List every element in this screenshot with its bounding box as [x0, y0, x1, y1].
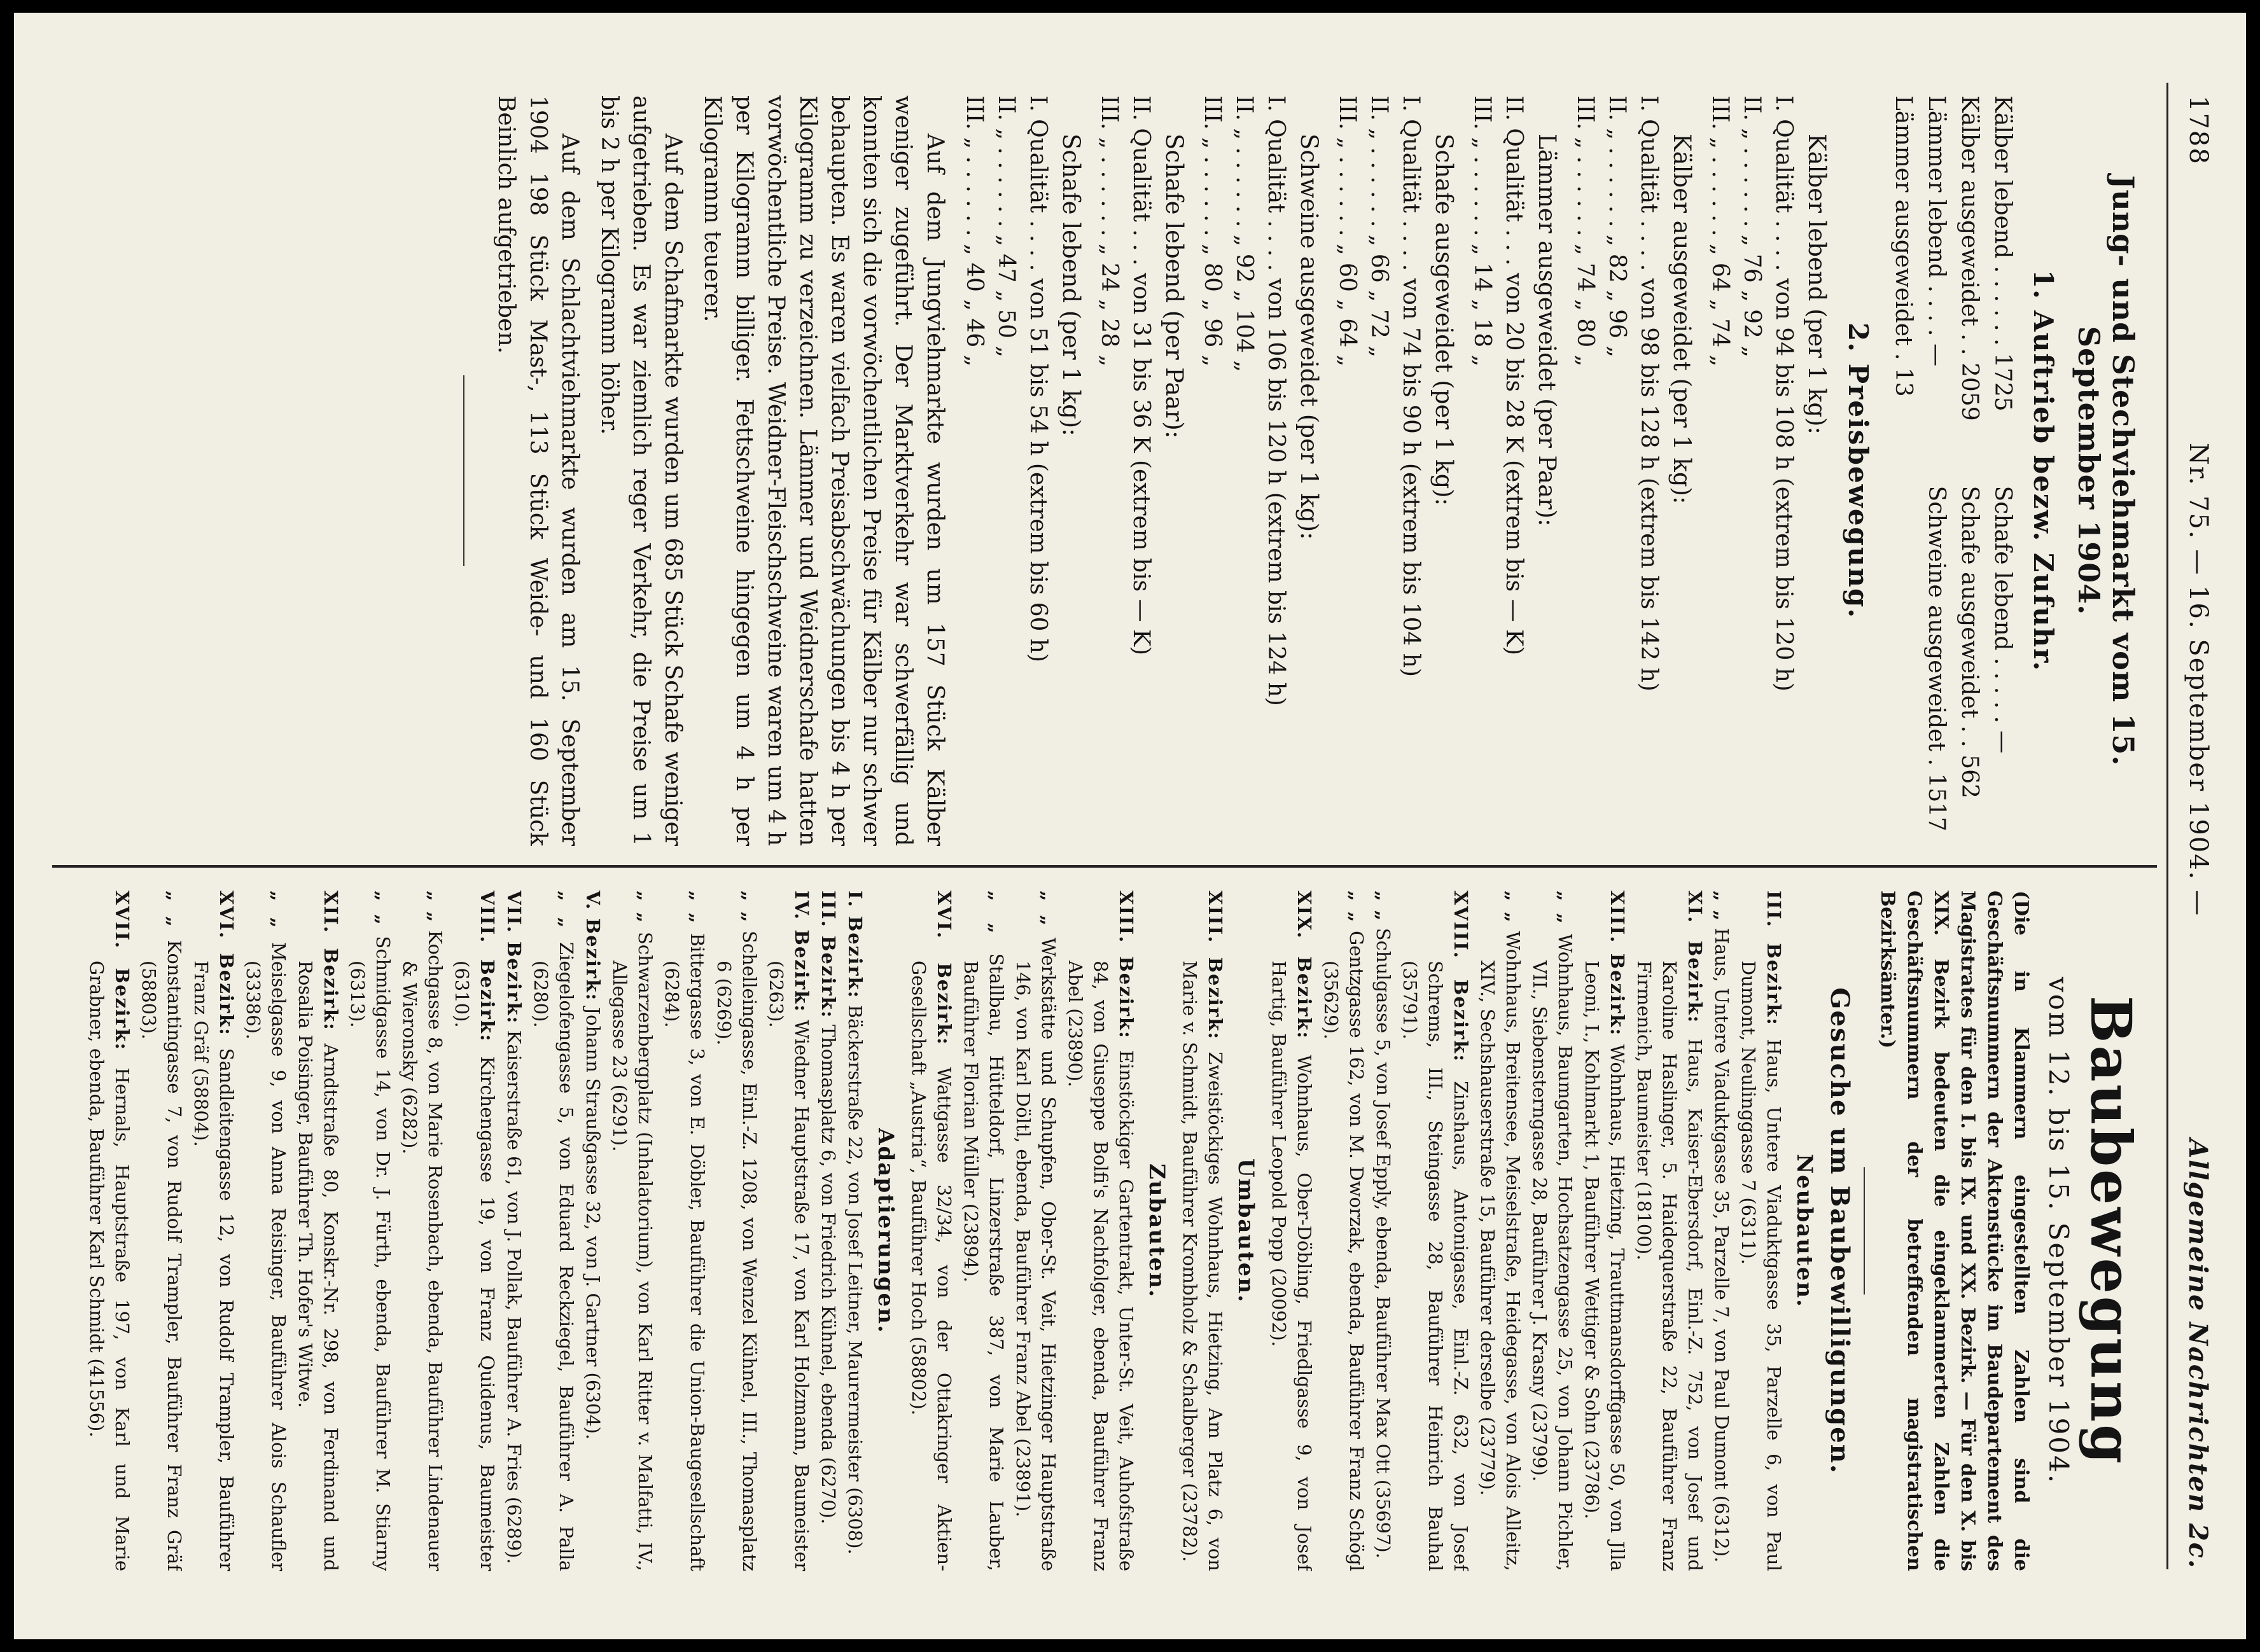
district-label: XI. Bezirk: [1684, 891, 1706, 1024]
permit-entry [1475, 891, 1526, 1571]
permit-text: Einstöckiger Gartentrakt, Unter-St. Veit, Auhofstraße 84, von Giuseppe Bolfi's Nachfolger, ebenda, Bauführer Franz Abel (23890). [1064, 961, 1137, 1571]
permit-entry [1318, 891, 1369, 1571]
baubewegung-title: Baubewegung [2078, 996, 2144, 1466]
rotated-page [14, 13, 2246, 1639]
auftrieb-cell: Schafe ausgeweidet . . 562 [1957, 485, 1983, 799]
district-label: XVII. Bezirk: [111, 891, 133, 1051]
permit-text: Wattgasse 32/34, von der Ottakringer Aktien-Gesellschaft „Austria“, Bauführer Hoch (58802). [908, 961, 955, 1571]
permit-entry [764, 891, 814, 1571]
price-line: I. Qualität . . . . von 94 bis 108 h (extrem bis 120 h) [1771, 95, 1797, 691]
issue-line: Nr. 75. — 16. September 1904. — [2184, 442, 2213, 917]
district-label: „ „ [268, 891, 289, 929]
permit-entry [1709, 891, 1734, 1571]
district-label: „ „ [1554, 891, 1576, 926]
district-label: VIII. Bezirk: [477, 891, 498, 1043]
permit-entry [188, 891, 239, 1571]
price-line: II. „ . . . . . . „ 82 „ 96 „ [1604, 95, 1630, 358]
price-line: III. „ . . . . . . „ 60 „ 64 „ [1334, 95, 1360, 367]
permit-entry [659, 891, 710, 1571]
price-group-label: Schafe ausgeweidet (per 1 kg): [1430, 134, 1458, 506]
permit-text: Stallbau, Hütteldorf, Linzerstraße 387, von Marie Lauber, Bauführer Florian Müller (23894). [960, 953, 1007, 1571]
permit-text: Sandleitengasse 12, von Rudolf Trampler, Bauführer Franz Gräf (58804). [190, 961, 237, 1571]
page-number: 1788 [2184, 95, 2213, 165]
district-label: „ „ [687, 891, 708, 925]
permit-entry [607, 891, 658, 1571]
permit-entry [501, 891, 527, 1571]
district-label: I. Bezirk: [844, 891, 866, 999]
permit-text: Haus, Kaiser-Ebersdorf, Einl.-Z. 752, von Josef und Karoline Haslinger, 5. Haidequerstraße 22, Bauführer Franz Firmenich, Baumeister (18100). [1633, 961, 1706, 1571]
scanned-page [14, 13, 2246, 1639]
permit-entry [1397, 891, 1474, 1571]
district-label: „ „ [986, 891, 1007, 935]
permit-text: Wiedner Hauptstraße 17, von Karl Holzmann, Baumeister (6263). [765, 961, 813, 1571]
district-label: XII. Bezirk: [320, 891, 342, 1031]
price-group-label: Schafe lebend (per 1 kg): [1057, 134, 1085, 436]
district-label: XVI. Bezirk: [933, 891, 955, 1046]
permit-text: Kaiserstraße 61, von J. Pollak, Bauführer A. Fries (6289). [503, 1030, 525, 1564]
permit-text: Kochgasse 8, von Marie Rosenbach, ebenda, Bauführer Lindenauer & Wieronsky (6282). [399, 930, 446, 1571]
market-paragraph: Auf dem Schlachtviehmarkte wurden am 15. September 1904 198 Stück Mast-, 113 Stück Weide- und 160 Stück Beinlich aufgetrieben. [493, 95, 583, 846]
permit-entry [1010, 891, 1061, 1571]
district-label: „ „ [424, 891, 446, 924]
market-commentary [490, 95, 951, 846]
permit-entry [397, 891, 448, 1571]
district-label: V. Bezirk: [582, 891, 604, 1002]
permit-group-heading: Neubauten. [1792, 1154, 1817, 1308]
price-line: I. Qualität . . . . von 74 bis 90 h (extrem bis 104 h) [1398, 95, 1424, 677]
auftrieb-cell: Schafe lebend . . . . . — [1990, 485, 2016, 754]
price-line: III. „ . . . . . . „ 14 „ 18 „ [1469, 95, 1495, 367]
market-paragraph: Auf dem Jungviehmarkte wurden um 157 Stück Kälber weniger zugeführt. Der Marktverkehr war schwerfällig und konnten sich die vorwöchentlichen Preise für Kälber nur schwer behaupten. Es waren vielfach Preisabschwächungen bis 4 h per Kilogramm zu verzeichnen. Lämmer und Weidnerschafe hatten vorwöchentliche Preise. Weidner-Fleischschweine waren um 4 h per Kilogramm billiger. Fettschweine hingegen um 4 h per Kilogramm teuerer. [699, 95, 948, 846]
district-label: III. Bezirk: [1763, 891, 1785, 1026]
column-rule [52, 865, 2157, 868]
district-label: XIII. Bezirk: [1607, 891, 1628, 1037]
header-rule [2166, 83, 2168, 1569]
permit-entry [711, 891, 762, 1571]
price-line: III. „ . . . . . . „ 64 „ 74 „ [1707, 95, 1733, 367]
permit-text: Gentzgasse 162, von M. Dworzak, ebenda, Bauführer Franz Schögl (35629). [1320, 931, 1367, 1571]
date-range: vom 12. bis 15. September 1904. [2043, 976, 2074, 1485]
district-label: „ „ [634, 891, 656, 924]
price-line: II. „ . . . . . . „ 66 „ 72 „ [1366, 95, 1392, 358]
district-label: XIII. Bezirk: [1115, 891, 1137, 1039]
permit-group-heading: Zubauten. [1144, 1163, 1169, 1298]
permit-text: Wohnhaus, Breitensee, Meiselstraße, Heidegasse, von Alois Alleitz, XIV., Sechshauserstraße 15, Bauführer derselbe (23779). [1477, 931, 1524, 1571]
price-line: I. Qualität . . . . von 51 bis 54 h (extrem bis 60 h) [1025, 95, 1051, 663]
permit-text: Johann Straußgasse 32, von J. Gartner (6304). [582, 1007, 604, 1440]
permit-entry [293, 891, 344, 1571]
permit-entry [84, 891, 135, 1571]
permit-text: Schulgasse 5, von Josef Epply, ebenda, Bauführer Max Ott (35697). [1372, 927, 1394, 1558]
auftrieb-cell [1887, 486, 1920, 846]
permit-entry [1266, 891, 1317, 1571]
market-paragraph: Auf dem Schafmarkte wurden um 685 Stück Schafe weniger aufgetrieben. Es war ziemlich reger Verkehr, die Preise um 1 bis 2 h per Kilogramm höher. [596, 95, 686, 846]
price-line: III. „ . . . . . . „ 80 „ 96 „ [1199, 95, 1225, 367]
district-label: XIII. Bezirk: [1204, 891, 1226, 1041]
district-label: VII. Bezirk: [503, 891, 525, 1025]
auftrieb-cell: Lämmer lebend . . . . — [1923, 95, 1950, 366]
permit-text: Bittergasse 3, von E. Döbler, Bauführer die Union-Baugesellschaft (6284). [661, 933, 708, 1571]
permit-text: Schmidgasse 14, von Dr. J. Fürth, ebenda, Bauführer M. Stiarny (6313). [347, 936, 394, 1571]
price-group-label: Kälber lebend (per 1 kg): [1803, 134, 1831, 434]
auftrieb-title: 1. Auftrieb bezw. Zufuhr. [2028, 269, 2059, 672]
section-heading: Gesuche um Baubewilligungen. [1825, 987, 1855, 1475]
permit-entry [958, 891, 1009, 1571]
explanatory-note: (Die in Klammern eingestellten Zahlen sind die Geschäftsnummern der Aktenstücke im Baudepartement des Magistrates für den I. bis IX. und XX. Bezirk. — Für den X. bis XIX. Bezirk bedeuten die eingeklammerten Zahlen die Geschäftsnummern der betreffenden magistratischen Bezirksämter.) [1876, 891, 2032, 1571]
price-line: III. „ . . . . . . „ 74 „ 80 „ [1572, 95, 1598, 367]
permit-entry [1631, 891, 1708, 1571]
auftrieb-table [1887, 95, 2019, 846]
permit-group-heading: Adaptierungen. [873, 1128, 898, 1334]
permit-entry [241, 891, 291, 1571]
district-label: „ „ [372, 891, 394, 926]
price-line: II. „ . . . . . . „ 92 „ 104 „ [1231, 95, 1257, 372]
price-group-label: Kälber ausgeweidet (per 1 kg): [1668, 134, 1696, 504]
auftrieb-row [1953, 95, 1986, 846]
auftrieb-cell: Kälber ausgeweidet . . 2059 [1957, 95, 1983, 421]
permit-text: Bäckerstraße 22, von Josef Leitner, Maurermeister (6308). [844, 1004, 866, 1555]
price-line: I. Qualität . . . . von 106 bis 120 h (extrem bis 124 h) [1263, 95, 1289, 706]
page-header [2176, 95, 2221, 1569]
district-label: „ „ [555, 891, 577, 929]
price-line: I. Qualität . . . . von 98 bis 128 h (extrem bis 142 h) [1636, 95, 1662, 691]
district-label: „ „ [164, 891, 185, 928]
permit-text: Werkstätte und Schupfen, Ober-St. Veit, Hietzinger Hauptstraße 146, von Karl Döltl, ebenda, Bauführer Franz Abel (23891). [1012, 937, 1059, 1571]
price-line: II. Qualität . . . von 20 bis 28 K (extrem bis — K) [1501, 95, 1527, 656]
permit-text: Zweistöckiges Wohnhaus, Hietzing, Am Platz 6, von Marie v. Schmidt, Bauführer Krombholz & Schalberger (23782). [1179, 961, 1226, 1571]
permit-entry [580, 891, 606, 1571]
district-label: „ „ [1502, 891, 1524, 924]
auftrieb-row [1920, 95, 1953, 846]
price-line: III. „ . . . . . . „ 40 „ 46 „ [961, 95, 987, 367]
price-line: II. Qualität . . . von 31 bis 36 K (extrem bis — K) [1128, 95, 1154, 656]
price-line: II. „ . . . . . . „ 47 „ 50 „ [993, 95, 1019, 358]
permit-entry [1063, 891, 1139, 1571]
preis-title: 2. Preisbewegung. [1843, 323, 1874, 619]
building-permits-column [65, 891, 2151, 1571]
price-list [958, 95, 1834, 846]
permit-text: Zinshaus, Antonigasse, Einl.-Z. 632, von Josef Schrems, III., Steingasse 28, Bauführer Heinrich Bauhal (35791). [1399, 961, 1472, 1571]
district-label: „ „ [1711, 891, 1733, 922]
permit-entry [1371, 891, 1396, 1571]
permit-text: Thomasplatz 6, von Friedrich Kühnel, ebenda (6270). [818, 1024, 839, 1525]
district-label: XVI. Bezirk: [216, 891, 237, 1036]
permit-text: Haus, Untere Viaduktgasse 35, Parzelle 7, von Paul Dumont (6312). [1711, 927, 1733, 1563]
permit-entry [1736, 891, 1787, 1571]
publication-title: Allgemeine Nachrichten 2c. [2183, 1139, 2214, 1569]
permit-text: Ziegelofengasse 5, von Eduard Reckziegel, Bauführer A. Palla (6280). [530, 941, 577, 1571]
district-label: „ „ [1346, 891, 1367, 924]
permit-text: Konstantingasse 7, von Rudolf Trampler, Bauführer Franz Gräf (58803). [138, 940, 185, 1571]
permit-entry [1579, 891, 1630, 1571]
short-divider [1864, 1167, 1865, 1295]
district-label: „ „ [739, 891, 760, 924]
price-group-label: Lämmer ausgeweidet (per Paar): [1533, 134, 1561, 527]
permit-entry [449, 891, 500, 1571]
permit-entry [136, 891, 187, 1571]
permit-text: Haus, Untere Viaduktgasse 35, Parzelle 6, von Paul Dumont, Neulinggasse 7 (6311). [1738, 961, 1785, 1571]
auftrieb-cell: Kälber lebend . . . . . . 1725 [1990, 95, 2016, 412]
permit-entry [1177, 891, 1228, 1571]
price-group-label: Schafe lebend (per Paar): [1161, 134, 1188, 439]
permit-text: Meiselgasse 9, von Anna Reisinger, Bauführer Alois Schaufler (33386). [242, 942, 289, 1571]
permit-text: Schwarzenbergplatz (Inhalatorium), von Karl Ritter v. Malfatti, IV., Allegasse 23 (6291). [609, 931, 656, 1571]
permit-text: Schelleingasse, Einl.-Z. 1208, von Wenzel Kühnel, III., Thomasplatz 6 (6269). [713, 931, 760, 1571]
section-divider [463, 375, 464, 566]
auftrieb-cell: Schweine ausgeweidet . 1517 [1923, 485, 1950, 832]
auftrieb-row [1887, 95, 1920, 846]
district-label: „ „ [1038, 891, 1059, 927]
permit-entry [816, 891, 841, 1571]
permit-entry [842, 891, 868, 1571]
permit-entry [345, 891, 396, 1571]
permit-entry [528, 891, 579, 1571]
district-label: XVIII. Bezirk: [1450, 891, 1472, 1063]
permit-text: Arndtstraße 80, Konskr.-Nr. 298, von Ferdinand und Rosalia Poisinger, Bauführer Th. Hofer's Witwe. [295, 961, 342, 1571]
auftrieb-cell: Lämmer ausgeweidet . 13 [1890, 95, 1916, 397]
price-group-label: Schweine ausgeweidet (per 1 kg): [1295, 134, 1323, 540]
permit-text: Kirchengasse 19, von Franz Quidenus, Baumeister (6310). [451, 961, 498, 1571]
district-label: „ „ [1372, 891, 1394, 922]
permit-entry [1527, 891, 1578, 1571]
permit-text: Wohnhaus, Baumgarten, Hochsatzengasse 25, von Johann Pichler, VII., Siebensterngasse 28, Bauführer J. Krasny (23799). [1529, 933, 1576, 1571]
permit-text: Hernals, Hauptstraße 197, von Karl und Marie Grabner, ebenda, Bauführer Karl Schmidt (41556). [86, 961, 133, 1571]
auftrieb-row [1986, 95, 2019, 846]
permit-text: Wohnhaus, Hietzing, Trauttmansdorffgasse 50, von Jlla Leoni, I., Kohlmarkt 1, Bauführer Wettiger & Sohn (23786). [1581, 961, 1628, 1571]
price-line: II. „ . . . . . . „ 76 „ 92 „ [1739, 95, 1765, 358]
permit-group-heading: Umbauten. [1233, 1158, 1259, 1304]
permit-text: Wohnhaus, Ober-Döbling, Friedlgasse 9, von Josef Hartig, Bauführer Leopold Popp (20092). [1268, 961, 1315, 1571]
market-title: Jung- und Stechviehmarkt vom 15. September 1904. [2072, 175, 2140, 767]
price-line: III. „ . . . . . . „ 24 „ 28 „ [1096, 95, 1122, 367]
district-label: IV. Bezirk: [791, 891, 813, 1013]
market-report-column [65, 95, 2151, 846]
permit-list [84, 891, 1817, 1571]
district-label: III. Bezirk: [818, 891, 839, 1019]
permit-entry [906, 891, 957, 1571]
district-label: XIX. Bezirk: [1294, 891, 1315, 1040]
